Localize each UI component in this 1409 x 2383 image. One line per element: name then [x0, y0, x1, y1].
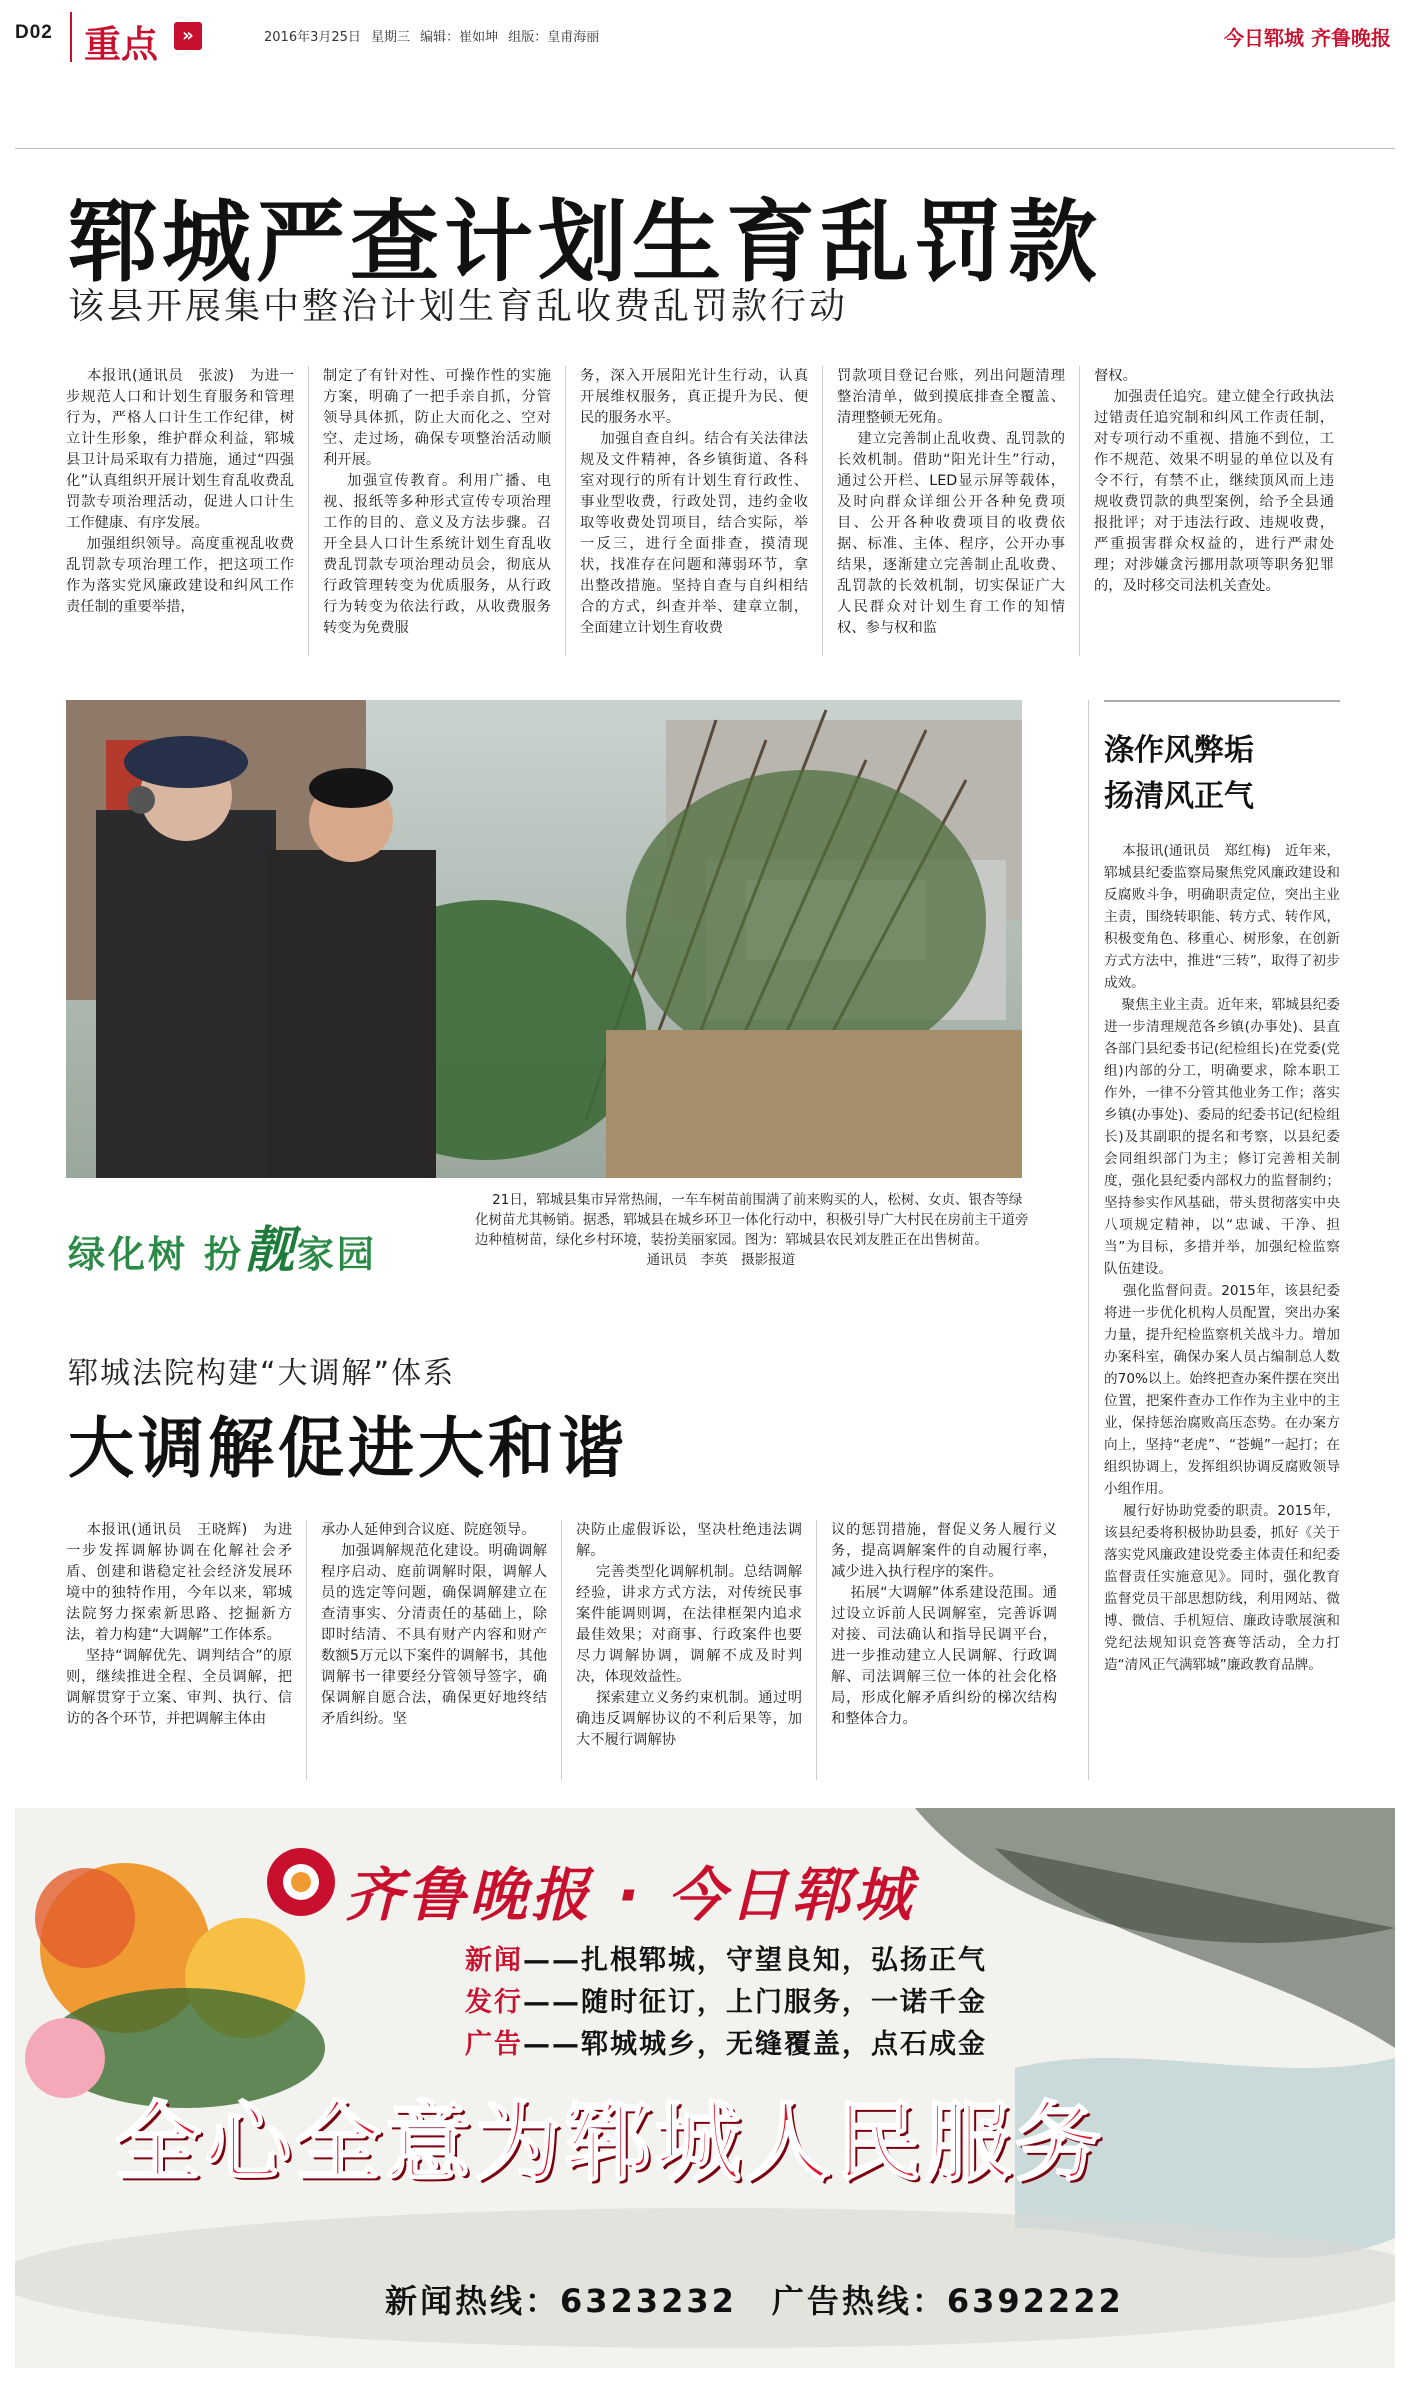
column-divider: [565, 366, 566, 656]
sidebar-headline-line1: 涤作风弊垢: [1104, 733, 1254, 768]
ad-slogan: 全心全意为郓城人民服务: [115, 2093, 1105, 2193]
article1-column-1: 本报讯(通讯员 张波) 为进一步规范人口和计划生育服务和管理行为，严格人口计生工作纪律，树立计生形象，维护群众利益，郓城县卫计局采取有力措施，通过“四强化”认真组织开展计划生育乱收费乱罚款专项治理活动，促进人口计生工作健康、有序发展。 加强组织领导。高度重视乱收费乱罚款专项治理工作，把这项工作作为落实党风廉政建设和纠风工作责任制的重要举措，: [66, 368, 294, 615]
column-divider: [816, 1520, 817, 1780]
issue-meta: 2016年3月25日 星期三 编辑：崔如坤 组版：皇甫海丽: [264, 30, 600, 45]
article2-column-4: 议的惩罚措施，督促义务人履行义务，提高调解案件的自动履行率，减少进入执行程序的案件。 拓展“大调解”体系建设范围。通过设立诉前人民调解室，完善诉调对接、司法确认和指导民调平台，进一步推动建立人民调解、行政调解、司法调解三位一体的社会化格局，形成化解矛盾纠纷的梯次结构和整体合力。: [831, 1522, 1057, 1727]
newspaper-logo-icon: [265, 1846, 337, 1918]
column-divider: [1079, 366, 1080, 656]
sidebar-headline-line2: 扬清风正气: [1104, 779, 1254, 814]
photo-feature-title-emphasis: 靓: [243, 1221, 297, 1279]
sidebar-headline: [1104, 728, 1254, 820]
ad-line-value: ——随时征订，上门服务，一诺千金: [523, 1987, 987, 2018]
page-number: D02: [15, 22, 53, 43]
article2-column-3: 决防止虚假诉讼，坚决杜绝违法调解。 完善类型化调解机制。总结调解经验，讲求方式方法，对传统民事案件能调则调，在法律框架内追求最佳效果；对商事、行政案件也要尽力调解协调，调解不成及时判决，体现效益性。 探索建立义务约束机制。通过明确违反调解协议的不利后果等，加大不履行调解协: [576, 1522, 802, 1748]
column-divider: [306, 1520, 307, 1780]
article1-column-5: 督权。 加强责任追究。建立健全行政执法过错责任追究制和纠风工作责任制，对专项行动不重视、措施不到位，工作不规范、效果不明显的单位以及有令不行，有禁不止，继续顶风而上违规收费罚款的典型案例，给予全县通报批评；对于违法行政、违规收费，严重损害群众权益的，进行严肃处理；对涉嫌贪污挪用款项等职务犯罪的，及时移交司法机关查处。: [1094, 368, 1334, 594]
sidebar-divider: [1088, 700, 1089, 1780]
chevron-right-icon: »: [174, 22, 202, 50]
sidebar-body: 本报讯(通讯员 郑红梅) 近年来，郓城县纪委监察局聚焦党风廉政建设和反腐败斗争，明确职责定位，突出主业主责，围绕转职能、转方式、转作风，积极变角色、移重心、树形象，在创新方式方法中，推进“三转”，取得了初步成效。 聚焦主业主责。近年来，郓城县纪委进一步清理规范各乡镇(办事处)、县直各部门县纪委书记(纪检组长)在党委(党组)内部的分工，明确要求，除本职工作外，一律不分管其他业务工作；落实乡镇(办事处)、委局的纪委书记(纪检组长)及其副职的提名和考察，以县纪委会同组织部门为主；修订完善相关制度，强化县纪委内部权力的监督制约；坚持参实作风基础，带头贯彻落实中央八项规定精神，以“忠诚、干净、担当”为目标，多措并举，加强纪检监察队伍建设。 强化监督问责。2015年，该县纪委将进一步优化机构人员配置，突出办案力量，提升纪检监察机关战斗力。增加办案科室，确保办案人员占编制总人数的70%以上。始终把查办案件摆在突出位置，把案件查办工作作为主业中的主业，保持惩治腐败高压态势。在办案方向上，坚持“老虎”、“苍蝇”一起打；在组织协调上，发挥组织协调反腐败领导小组作用。 履行好协助党委的职责。2015年，该县纪委将积极协助县委，抓好《关于落实党风廉政建设党委主体责任和纪委监督责任实施意见》。同时，强化教育监督党员干部思想防线，利用网站、微博、微信、手机短信、廉政诗歌展演和党纪法规知识竞答赛等活动，全力打造“清风正气满郓城”廉政教育品牌。: [1104, 843, 1340, 1673]
article2-headline: 大调解促进大和谐: [68, 1410, 628, 1487]
article2-column-2: 承办人延伸到合议庭、院庭领导。 加强调解规范化建设。明确调解程序启动、庭前调解时限，调解人员的选定等问题，确保调解建立在查清事实、分清责任的基础上，除即时结清、不具有财产内容和财产数额5万元以下案件的调解书，其他调解书一律要经分管领导签字，确保调解自愿合法，确保更好地终结矛盾纠纷。坚: [321, 1522, 547, 1727]
section-title: 重点: [84, 23, 158, 66]
ad-line-value: ——扎根郓城，守望良知，弘扬正气: [523, 1945, 987, 1976]
article2-column-1: 本报讯(通讯员 王晓辉) 为进一步发挥调解协调在化解社会矛盾、创建和谐稳定社会经济发展环境中的独特作用，今年以来，郓城法院努力探索新思路、挖掘新方法，着力构建“大调解”工作体系。 坚持“调解优先、调判结合”的原则，继续推进全程、全员调解，把调解贯穿于立案、审判、执行、信访的各个环节，并把调解主体由: [66, 1522, 292, 1727]
article1-column-3: 务，深入开展阳光计生行动，认真开展维权服务，真正提升为民、便民的服务水平。 加强自查自纠。结合有关法律法规及文件精神，各乡镇街道、各科室对现行的所有计划生育行政性、事业型收费，行政处罚，违约金收取等收费处罚项目，结合实际，举一反三，进行全面排查，摸清现状，找准存在问题和薄弱环节，拿出整改措施。坚持自查与自纠相结合的方式，纠查并举、建章立制，全面建立计划生育收费: [580, 368, 808, 636]
masthead-brand: 今日郓城 齐鲁晚报: [1224, 26, 1391, 50]
ad-line-value: ——郓城城乡，无缝覆盖，点石成金: [523, 2029, 987, 2060]
ad-line-distribution: [465, 1980, 987, 2019]
ad-line-news: [465, 1938, 987, 1977]
photo-caption: 21日，郓城县集市异常热闹，一车车树苗前围满了前来购买的人，松树、女贞、银杏等绿化树苗尤其畅销。据悉，郓城县在城乡环卫一体化行动中，积极引导广大村民在房前主干道旁边种植树苗，绿化乡村环境，装扮美丽家园。图为：郓城县农民刘友胜正在出售树苗。 通讯员 李英 摄影报道: [475, 1192, 1029, 1268]
ad-line-advertising: [465, 2022, 987, 2061]
article2-kicker: 郓城法院构建“大调解”体系: [68, 1356, 456, 1391]
article1-headline: 郓城严查计划生育乱罚款: [68, 190, 1102, 294]
column-divider: [822, 366, 823, 656]
photo-feature-title-part1: 绿化树 扮: [68, 1233, 244, 1276]
article1-column-2: 制定了有针对性、可操作性的实施方案，明确了一把手亲自抓，分管领导具体抓，防止大而化之、空对空、走过场，确保专项整治活动顺利开展。 加强宣传教育。利用广播、电视、报纸等多种形式宣传专项治理工作的目的、意义及方法步骤。召开全县人口计生系统计划生育乱收费乱罚款专项治理动员会，彻底从行政管理转变为优质服务，从行政行为转变为依法行政，从收费服务转变为免费服: [323, 368, 551, 636]
ad-brand: 齐鲁晚报 · 今日郓城: [345, 1861, 916, 1929]
photo-feature-title: [68, 1210, 377, 1282]
article1-column-4: 罚款项目登记台账，列出问题清理整治清单，做到摸底排查全覆盖、清理整顿无死角。 建立完善制止乱收费、乱罚款的长效机制。借助“阳光计生”行动，通过公开栏、LED显示屏等载体，及时向群众详细公开各种免费项目、公开各种收费项目的收费依据、标准、主体、程序，公开办事结果，逐渐建立完善制止乱收费、乱罚款的长效机制，切实保证广大人民群众对计划生育工作的知情权、参与权和监: [837, 368, 1065, 636]
column-divider: [308, 366, 309, 656]
ad-line-key: 发行: [465, 1987, 523, 2018]
advertisement: [15, 1808, 1395, 2368]
news-photo-illustration: [66, 700, 1022, 1178]
ad-hotlines: 新闻热线：6323232 广告热线：6392222: [385, 2282, 1124, 2320]
page-number-divider: [70, 12, 72, 62]
ad-line-key: 新闻: [465, 1945, 523, 1976]
masthead-rule: [15, 148, 1395, 149]
ad-line-key: 广告: [465, 2029, 523, 2060]
column-divider: [561, 1520, 562, 1780]
news-photo: [66, 700, 1022, 1178]
photo-feature-title-part2: 家园: [296, 1233, 377, 1276]
sidebar-top-rule: [1104, 700, 1340, 702]
article1-subheadline: 该县开展集中整治计划生育乱收费乱罚款行动: [68, 286, 849, 327]
